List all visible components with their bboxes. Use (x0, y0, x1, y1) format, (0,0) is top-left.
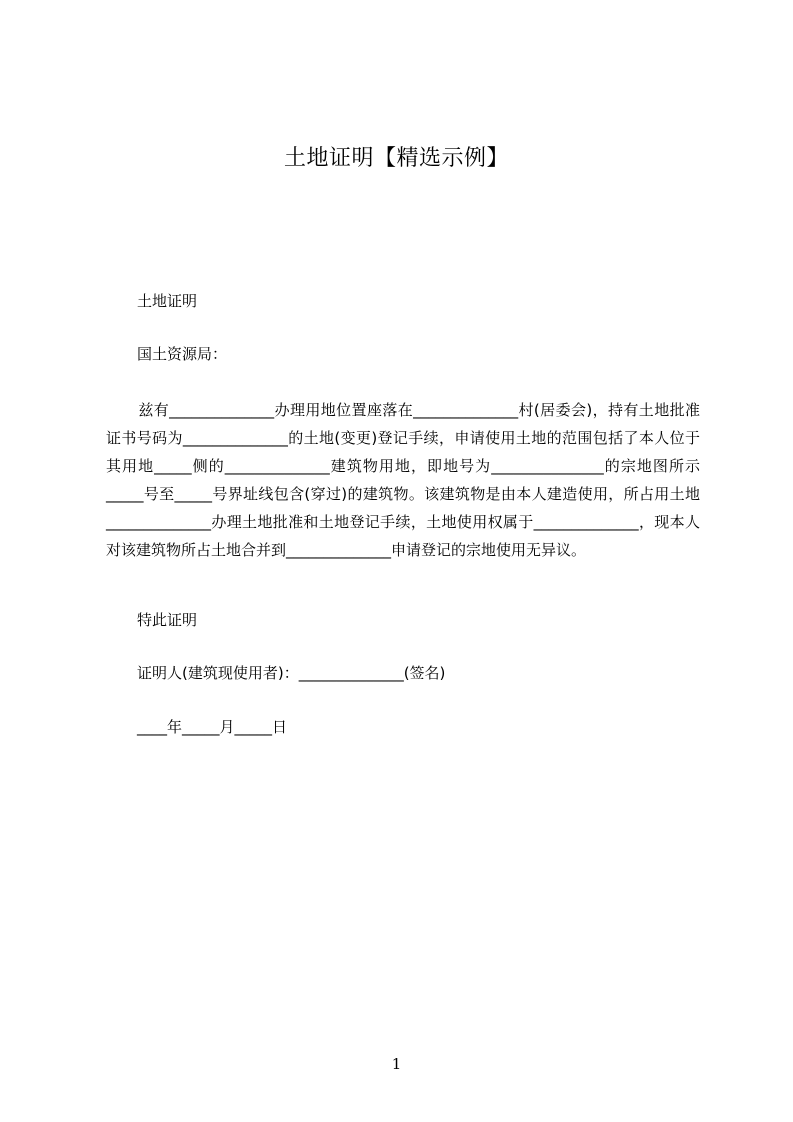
body-paragraph (106, 396, 700, 564)
signature-line: 证明人(建筑现使用者)：______________(签名) (137, 664, 446, 682)
document-heading: 土地证明 (137, 292, 198, 310)
date-line: ____年_____月_____日 (137, 718, 288, 736)
body-text: 兹有______________办理用地位置座落在______________村(居委会)，持有土地批准证书号码为______________的土地(变更)登记手续，申请使用土地的范围包括了本人位于其用地_____侧的______________建筑物用地，即地号为_______________的宗地图所示_____号至_____号界址线包含(穿过)的建筑物。该建筑物是由本人建造使用，所占用土地______________办理土地批准和土地登记手续，土地使用权属于______________，现本人对该建筑物所占土地合并到______________申请登记的宗地使用无异议。 (106, 401, 700, 559)
page-number: 1 (391, 1055, 402, 1073)
closing-text: 特此证明 (137, 611, 198, 629)
document-title: 土地证明【精选示例】 (283, 146, 509, 171)
addressee: 国土资源局： (137, 345, 228, 363)
